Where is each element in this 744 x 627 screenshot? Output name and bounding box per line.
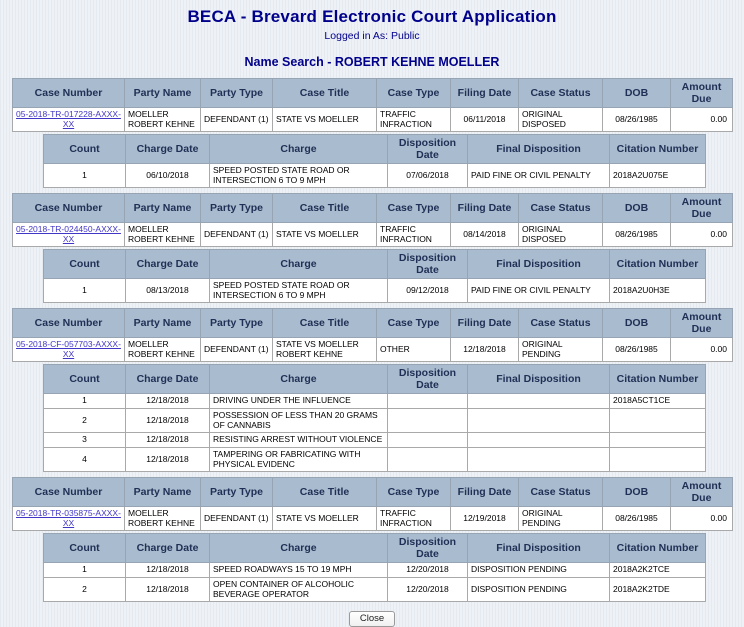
charge-cell-citation_number: 2018A2U075E bbox=[610, 164, 706, 188]
case-cell-party_name: MOELLER ROBERT KEHNE bbox=[125, 338, 201, 362]
case-cell-case_number bbox=[13, 338, 125, 362]
case-table-col-header: Party Type bbox=[201, 194, 273, 223]
case-cell-dob: 08/26/1985 bbox=[603, 223, 671, 247]
charge-table-col-header: Count bbox=[44, 250, 126, 279]
case-table-col-header: Case Number bbox=[13, 194, 125, 223]
charge-cell-charge: TAMPERING OR FABRICATING WITH PHYSICAL EVIDENC bbox=[210, 448, 388, 472]
charge-cell-count: 1 bbox=[44, 394, 126, 409]
case-table-col-header: Case Type bbox=[377, 79, 451, 108]
case-cell-case_title: STATE VS MOELLER bbox=[273, 507, 377, 531]
case-cell-amount_due: 0.00 bbox=[671, 223, 733, 247]
case-table bbox=[12, 477, 733, 531]
charge-table bbox=[43, 134, 706, 188]
case-number-link[interactable]: 05-2018-CF-057703-AXXX-XX bbox=[16, 339, 121, 359]
case-table-col-header: Case Number bbox=[13, 79, 125, 108]
charge-cell-final_disposition: DISPOSITION PENDING bbox=[468, 563, 610, 578]
case-table-col-header: Case Title bbox=[273, 309, 377, 338]
case-table-col-header: Amount Due bbox=[671, 194, 733, 223]
case-row bbox=[13, 108, 733, 132]
case-table-col-header: Filing Date bbox=[451, 79, 519, 108]
case-cell-filing_date: 06/11/2018 bbox=[451, 108, 519, 132]
charge-table-col-header: Citation Number bbox=[610, 250, 706, 279]
charge-cell-final_disposition bbox=[468, 394, 610, 409]
case-table-col-header: Case Title bbox=[273, 478, 377, 507]
charge-row bbox=[44, 578, 706, 602]
charge-table-col-header: Citation Number bbox=[610, 365, 706, 394]
case-cell-amount_due: 0.00 bbox=[671, 507, 733, 531]
case-table-header-row bbox=[13, 79, 733, 108]
charge-cell-count: 2 bbox=[44, 578, 126, 602]
case-table-col-header: Case Title bbox=[273, 79, 377, 108]
case-cell-dob: 08/26/1985 bbox=[603, 507, 671, 531]
case-table-col-header: DOB bbox=[603, 194, 671, 223]
case-table-col-header: DOB bbox=[603, 309, 671, 338]
case-table-col-header: Filing Date bbox=[451, 309, 519, 338]
case-table bbox=[12, 193, 733, 247]
case-table-col-header: Case Status bbox=[519, 79, 603, 108]
charge-cell-charge_date: 12/18/2018 bbox=[126, 394, 210, 409]
charge-table-col-header: Count bbox=[44, 534, 126, 563]
charge-table-col-header: Charge Date bbox=[126, 534, 210, 563]
charge-cell-citation_number bbox=[610, 409, 706, 433]
case-cell-party_type: DEFENDANT (1) bbox=[201, 108, 273, 132]
case-number-link[interactable]: 05-2018-TR-017228-AXXX-XX bbox=[16, 109, 121, 129]
case-cell-filing_date: 08/14/2018 bbox=[451, 223, 519, 247]
charge-row bbox=[44, 448, 706, 472]
charge-cell-charge: OPEN CONTAINER OF ALCOHOLIC BEVERAGE OPERATOR bbox=[210, 578, 388, 602]
charge-cell-charge_date: 12/18/2018 bbox=[126, 409, 210, 433]
charge-table-col-header: Disposition Date bbox=[388, 135, 468, 164]
charge-cell-count: 3 bbox=[44, 433, 126, 448]
case-cell-case_status: ORIGINAL PENDING bbox=[519, 338, 603, 362]
charge-cell-citation_number: 2018A5CT1CE bbox=[610, 394, 706, 409]
charge-cell-disposition_date: 12/20/2018 bbox=[388, 563, 468, 578]
charge-table-col-header: Charge bbox=[210, 365, 388, 394]
charge-table-col-header: Charge Date bbox=[126, 365, 210, 394]
case-table-col-header: Amount Due bbox=[671, 309, 733, 338]
case-table-col-header: DOB bbox=[603, 79, 671, 108]
charge-cell-citation_number bbox=[610, 448, 706, 472]
charge-table-col-header: Citation Number bbox=[610, 135, 706, 164]
charge-table-col-header: Charge bbox=[210, 135, 388, 164]
case-table-col-header: Case Number bbox=[13, 478, 125, 507]
charge-cell-final_disposition: PAID FINE OR CIVIL PENALTY bbox=[468, 164, 610, 188]
case-row bbox=[13, 507, 733, 531]
charge-table-col-header: Charge Date bbox=[126, 250, 210, 279]
charge-table-col-header: Disposition Date bbox=[388, 534, 468, 563]
charge-cell-disposition_date bbox=[388, 433, 468, 448]
charge-cell-charge: SPEED POSTED STATE ROAD OR INTERSECTION 6 TO 9 MPH bbox=[210, 279, 388, 303]
case-cell-dob: 08/26/1985 bbox=[603, 338, 671, 362]
case-cell-case_title: STATE VS MOELLER bbox=[273, 223, 377, 247]
case-table-col-header: Amount Due bbox=[671, 79, 733, 108]
charge-cell-final_disposition bbox=[468, 433, 610, 448]
charge-table-col-header: Disposition Date bbox=[388, 365, 468, 394]
charge-cell-count: 2 bbox=[44, 409, 126, 433]
page-title: BECA - Brevard Electronic Court Application bbox=[187, 7, 557, 26]
charge-cell-count: 1 bbox=[44, 279, 126, 303]
case-cell-case_type: OTHER bbox=[377, 338, 451, 362]
case-table-col-header: Party Type bbox=[201, 309, 273, 338]
case-table-col-header: Party Name bbox=[125, 194, 201, 223]
case-cell-party_type: DEFENDANT (1) bbox=[201, 223, 273, 247]
case-group bbox=[0, 78, 744, 188]
case-group bbox=[0, 308, 744, 472]
charge-cell-count: 1 bbox=[44, 164, 126, 188]
case-cell-case_number bbox=[13, 507, 125, 531]
case-table-col-header: Case Number bbox=[13, 309, 125, 338]
charge-table-col-header: Final Disposition bbox=[468, 250, 610, 279]
case-cell-amount_due: 0.00 bbox=[671, 338, 733, 362]
charge-table bbox=[43, 533, 706, 602]
case-number-link[interactable]: 05-2018-TR-035875-AXXX-XX bbox=[16, 508, 121, 528]
charge-cell-charge: SPEED POSTED STATE ROAD OR INTERSECTION 6 TO 9 MPH bbox=[210, 164, 388, 188]
case-cell-case_number bbox=[13, 223, 125, 247]
charge-cell-citation_number: 2018A2K2TDE bbox=[610, 578, 706, 602]
charge-table bbox=[43, 364, 706, 472]
case-table-col-header: Case Status bbox=[519, 309, 603, 338]
charge-table-header-row bbox=[44, 365, 706, 394]
case-cell-amount_due: 0.00 bbox=[671, 108, 733, 132]
charge-row bbox=[44, 433, 706, 448]
charge-cell-final_disposition: DISPOSITION PENDING bbox=[468, 578, 610, 602]
charge-cell-charge: SPEED ROADWAYS 15 TO 19 MPH bbox=[210, 563, 388, 578]
charge-cell-charge_date: 12/18/2018 bbox=[126, 563, 210, 578]
case-cell-case_number bbox=[13, 108, 125, 132]
case-table-header-row bbox=[13, 309, 733, 338]
case-cell-case_title: STATE VS MOELLER ROBERT KEHNE bbox=[273, 338, 377, 362]
charge-cell-charge_date: 06/10/2018 bbox=[126, 164, 210, 188]
case-table-col-header: Filing Date bbox=[451, 194, 519, 223]
case-cell-party_name: MOELLER ROBERT KEHNE bbox=[125, 223, 201, 247]
charge-row bbox=[44, 164, 706, 188]
case-table-col-header: Filing Date bbox=[451, 478, 519, 507]
case-table bbox=[12, 308, 733, 362]
case-cell-case_type: TRAFFIC INFRACTION bbox=[377, 108, 451, 132]
charge-cell-citation_number: 2018A2K2TCE bbox=[610, 563, 706, 578]
case-cell-case_title: STATE VS MOELLER bbox=[273, 108, 377, 132]
charge-cell-charge: POSSESSION OF LESS THAN 20 GRAMS OF CANNABIS bbox=[210, 409, 388, 433]
case-row bbox=[13, 223, 733, 247]
case-number-link[interactable]: 05-2018-TR-024450-AXXX-XX bbox=[16, 224, 121, 244]
case-table-col-header: Party Name bbox=[125, 309, 201, 338]
case-table bbox=[12, 78, 733, 132]
charge-table-col-header: Citation Number bbox=[610, 534, 706, 563]
case-cell-case_status: ORIGINAL PENDING bbox=[519, 507, 603, 531]
charge-row bbox=[44, 563, 706, 578]
charge-cell-disposition_date: 09/12/2018 bbox=[388, 279, 468, 303]
case-table-col-header: Case Status bbox=[519, 478, 603, 507]
case-table-col-header: Party Name bbox=[125, 478, 201, 507]
case-table-col-header: Case Type bbox=[377, 194, 451, 223]
case-cell-case_status: ORIGINAL DISPOSED bbox=[519, 223, 603, 247]
case-table-col-header: DOB bbox=[603, 478, 671, 507]
case-results bbox=[0, 78, 744, 602]
charge-cell-count: 1 bbox=[44, 563, 126, 578]
charge-cell-disposition_date: 07/06/2018 bbox=[388, 164, 468, 188]
charge-row bbox=[44, 409, 706, 433]
close-button[interactable]: Close bbox=[349, 611, 395, 627]
charge-cell-final_disposition: PAID FINE OR CIVIL PENALTY bbox=[468, 279, 610, 303]
case-table-col-header: Case Type bbox=[377, 478, 451, 507]
case-table-col-header: Party Type bbox=[201, 478, 273, 507]
case-row bbox=[13, 338, 733, 362]
logged-in-status: Logged in As: Public bbox=[324, 30, 420, 42]
charge-cell-disposition_date bbox=[388, 394, 468, 409]
charge-cell-final_disposition bbox=[468, 448, 610, 472]
case-cell-case_status: ORIGINAL DISPOSED bbox=[519, 108, 603, 132]
case-group bbox=[0, 477, 744, 602]
charge-table-col-header: Count bbox=[44, 365, 126, 394]
charge-table-header-row bbox=[44, 135, 706, 164]
charge-table bbox=[43, 249, 706, 303]
search-heading: Name Search - ROBERT KEHNE MOELLER bbox=[244, 55, 500, 69]
charge-cell-final_disposition bbox=[468, 409, 610, 433]
charge-cell-disposition_date: 12/20/2018 bbox=[388, 578, 468, 602]
case-table-col-header: Amount Due bbox=[671, 478, 733, 507]
charge-table-col-header: Final Disposition bbox=[468, 534, 610, 563]
case-cell-party_type: DEFENDANT (1) bbox=[201, 507, 273, 531]
charge-table-col-header: Count bbox=[44, 135, 126, 164]
case-group bbox=[0, 193, 744, 303]
charge-cell-count: 4 bbox=[44, 448, 126, 472]
case-cell-case_type: TRAFFIC INFRACTION bbox=[377, 223, 451, 247]
charge-table-col-header: Charge bbox=[210, 250, 388, 279]
case-table-col-header: Case Status bbox=[519, 194, 603, 223]
charge-cell-disposition_date bbox=[388, 448, 468, 472]
charge-table-col-header: Charge bbox=[210, 534, 388, 563]
case-table-header-row bbox=[13, 194, 733, 223]
charge-table-header-row bbox=[44, 250, 706, 279]
case-table-col-header: Case Title bbox=[273, 194, 377, 223]
charge-cell-charge_date: 12/18/2018 bbox=[126, 578, 210, 602]
case-table-col-header: Party Name bbox=[125, 79, 201, 108]
charge-cell-charge_date: 12/18/2018 bbox=[126, 448, 210, 472]
case-cell-case_type: TRAFFIC INFRACTION bbox=[377, 507, 451, 531]
case-cell-dob: 08/26/1985 bbox=[603, 108, 671, 132]
charge-cell-charge_date: 08/13/2018 bbox=[126, 279, 210, 303]
case-cell-party_name: MOELLER ROBERT KEHNE bbox=[125, 108, 201, 132]
footer bbox=[0, 608, 744, 627]
case-cell-party_type: DEFENDANT (1) bbox=[201, 338, 273, 362]
case-cell-filing_date: 12/19/2018 bbox=[451, 507, 519, 531]
case-table-col-header: Case Type bbox=[377, 309, 451, 338]
charge-table-col-header: Disposition Date bbox=[388, 250, 468, 279]
charge-table-col-header: Charge Date bbox=[126, 135, 210, 164]
charge-table-header-row bbox=[44, 534, 706, 563]
case-cell-party_name: MOELLER ROBERT KEHNE bbox=[125, 507, 201, 531]
charge-table-col-header: Final Disposition bbox=[468, 365, 610, 394]
charge-cell-citation_number: 2018A2U0H3E bbox=[610, 279, 706, 303]
charge-cell-charge: DRIVING UNDER THE INFLUENCE bbox=[210, 394, 388, 409]
charge-cell-disposition_date bbox=[388, 409, 468, 433]
case-table-header-row bbox=[13, 478, 733, 507]
case-cell-filing_date: 12/18/2018 bbox=[451, 338, 519, 362]
case-table-col-header: Party Type bbox=[201, 79, 273, 108]
charge-row bbox=[44, 394, 706, 409]
charge-table-col-header: Final Disposition bbox=[468, 135, 610, 164]
charge-cell-charge: RESISTING ARREST WITHOUT VIOLENCE bbox=[210, 433, 388, 448]
charge-cell-charge_date: 12/18/2018 bbox=[126, 433, 210, 448]
charge-row bbox=[44, 279, 706, 303]
charge-cell-citation_number bbox=[610, 433, 706, 448]
